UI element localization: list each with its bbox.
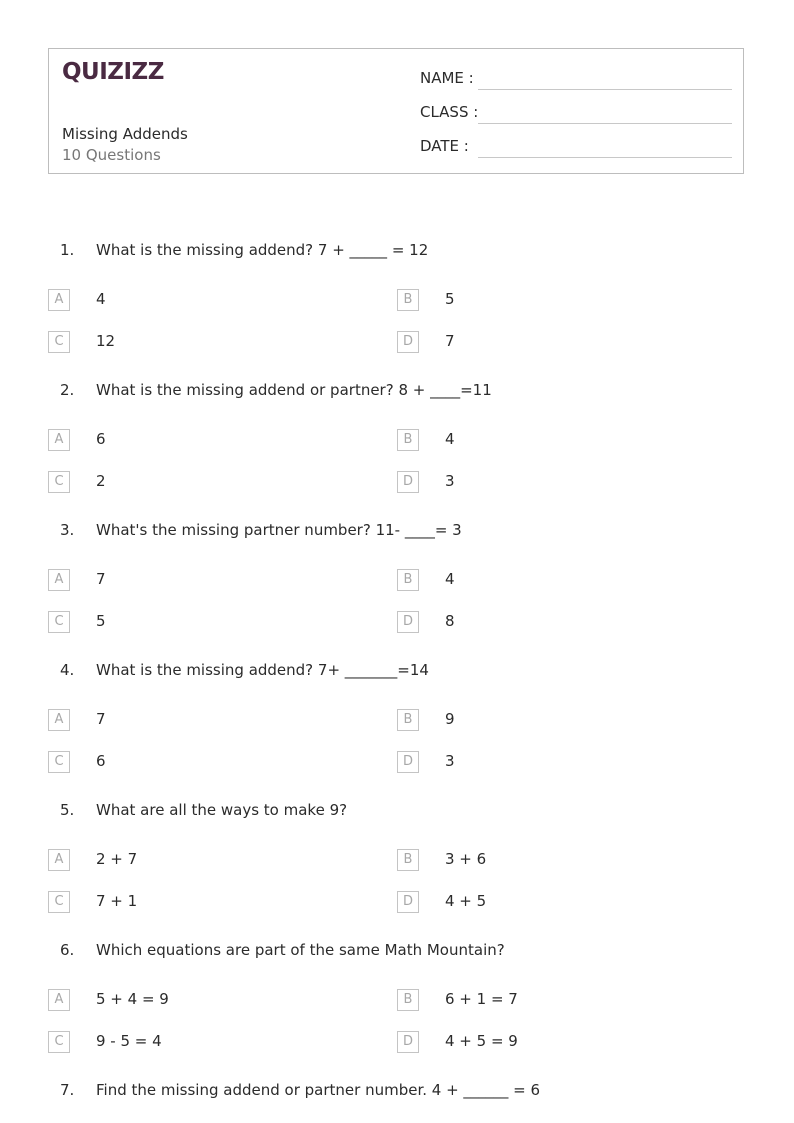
option-b-text: 9 — [445, 710, 455, 728]
option-d-text: 4 + 5 = 9 — [445, 1032, 518, 1050]
option-c-checkbox[interactable]: C — [48, 751, 70, 773]
question-number: 3. — [60, 521, 75, 539]
option-c-checkbox[interactable]: C — [48, 1031, 70, 1053]
option-d-checkbox[interactable]: D — [397, 751, 419, 773]
option-d-text: 3 — [445, 472, 455, 490]
question-number: 4. — [60, 661, 75, 679]
question-number: 5. — [60, 801, 75, 819]
option-c-checkbox[interactable]: C — [48, 611, 70, 633]
name-line — [478, 89, 732, 90]
option-a-checkbox[interactable]: A — [48, 849, 70, 871]
question-text: What's the missing partner number? 11- ____= 3 — [96, 521, 462, 539]
question-number: 6. — [60, 941, 75, 959]
option-d-checkbox[interactable]: D — [397, 1031, 419, 1053]
option-c-text: 6 — [96, 752, 106, 770]
question-text: What is the missing addend? 7 + _____ = 12 — [96, 241, 429, 259]
option-c-text: 9 - 5 = 4 — [96, 1032, 162, 1050]
option-d-checkbox[interactable]: D — [397, 891, 419, 913]
option-d-checkbox[interactable]: D — [397, 471, 419, 493]
option-b-text: 6 + 1 = 7 — [445, 990, 518, 1008]
option-b-checkbox[interactable]: B — [397, 989, 419, 1011]
option-d-text: 4 + 5 — [445, 892, 487, 910]
option-d-checkbox[interactable]: D — [397, 331, 419, 353]
option-a-checkbox[interactable]: A — [48, 989, 70, 1011]
class-label: CLASS : — [420, 103, 479, 121]
option-c-checkbox[interactable]: C — [48, 891, 70, 913]
option-d-text: 7 — [445, 332, 455, 350]
question-count: 10 Questions — [62, 146, 161, 164]
option-b-text: 4 — [445, 430, 455, 448]
option-a-text: 2 + 7 — [96, 850, 138, 868]
question-text: What is the missing addend? 7+ _______=14 — [96, 661, 429, 679]
question-text: What are all the ways to make 9? — [96, 801, 348, 819]
worksheet-title: Missing Addends — [62, 125, 188, 143]
option-a-checkbox[interactable]: A — [48, 569, 70, 591]
worksheet-header — [48, 48, 744, 174]
option-b-checkbox[interactable]: B — [397, 569, 419, 591]
option-b-checkbox[interactable]: B — [397, 709, 419, 731]
option-b-checkbox[interactable]: B — [397, 849, 419, 871]
option-a-text: 7 — [96, 710, 106, 728]
option-c-checkbox[interactable]: C — [48, 331, 70, 353]
option-d-text: 3 — [445, 752, 455, 770]
option-c-checkbox[interactable]: C — [48, 471, 70, 493]
option-a-checkbox[interactable]: A — [48, 709, 70, 731]
option-d-checkbox[interactable]: D — [397, 611, 419, 633]
option-c-text: 2 — [96, 472, 106, 490]
option-c-text: 7 + 1 — [96, 892, 138, 910]
option-b-text: 5 — [445, 290, 455, 308]
quizizz-logo: QUIZIZZ — [62, 59, 164, 85]
question-number: 2. — [60, 381, 75, 399]
option-d-text: 8 — [445, 612, 455, 630]
option-b-checkbox[interactable]: B — [397, 429, 419, 451]
question-text: What is the missing addend or partner? 8 + ____=11 — [96, 381, 492, 399]
option-c-text: 12 — [96, 332, 116, 350]
option-b-text: 3 + 6 — [445, 850, 487, 868]
option-b-checkbox[interactable]: B — [397, 289, 419, 311]
option-a-text: 7 — [96, 570, 106, 588]
class-line — [478, 123, 732, 124]
option-a-checkbox[interactable]: A — [48, 289, 70, 311]
question-text: Which equations are part of the same Math Mountain? — [96, 941, 505, 959]
name-label: NAME : — [420, 69, 474, 87]
option-a-text: 4 — [96, 290, 106, 308]
option-a-text: 5 + 4 = 9 — [96, 990, 169, 1008]
date-line — [478, 157, 732, 158]
option-b-text: 4 — [445, 570, 455, 588]
question-text: Find the missing addend or partner number. 4 + ______ = 6 — [96, 1081, 541, 1099]
option-a-checkbox[interactable]: A — [48, 429, 70, 451]
question-number: 1. — [60, 241, 75, 259]
option-a-text: 6 — [96, 430, 106, 448]
option-c-text: 5 — [96, 612, 106, 630]
date-label: DATE : — [420, 137, 469, 155]
question-number: 7. — [60, 1081, 75, 1099]
